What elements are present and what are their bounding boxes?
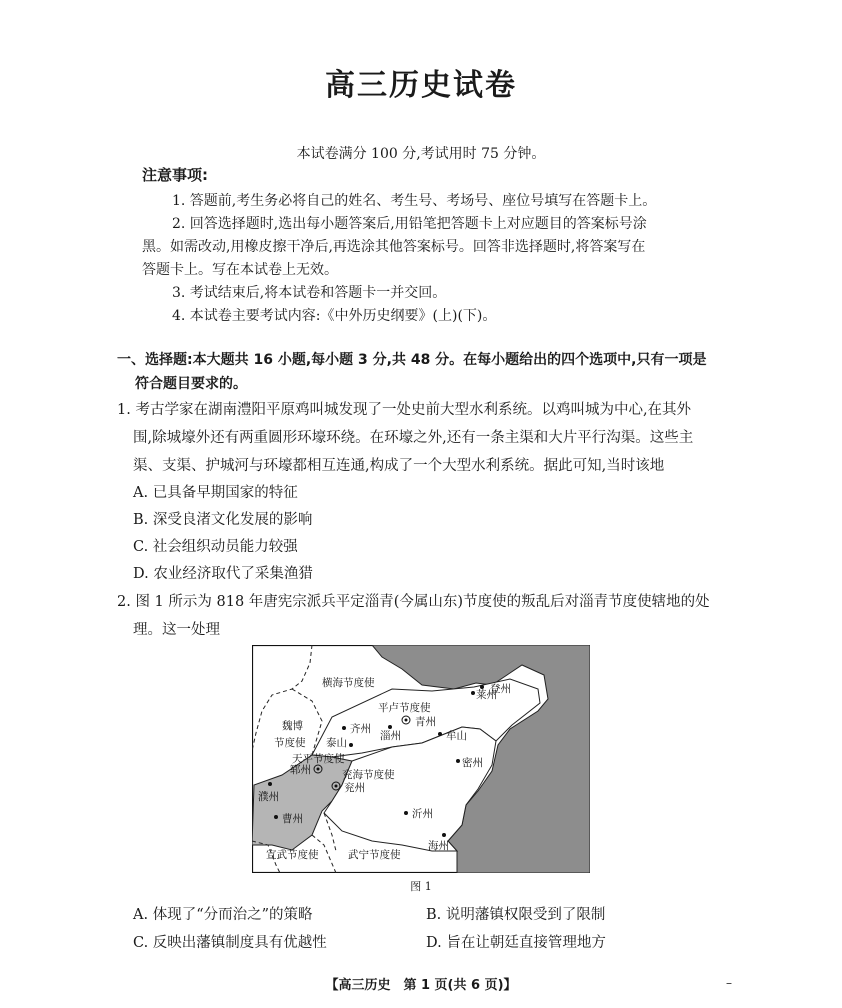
- section-heading: 一、选择题:本大题共 16 小题,每小题 3 分,共 48 分。在每小题给出的四个选项中,只有一项是: [117, 352, 707, 368]
- map-region-label: 平卢节度使: [378, 702, 431, 714]
- map-region-label: 兖海节度使: [342, 769, 395, 781]
- map-region-label: 节度使: [274, 737, 306, 749]
- notice-line: 3. 考试结束后,将本试卷和答题卡一并交回。: [172, 285, 447, 301]
- map-place-label: 齐州: [350, 723, 371, 735]
- map-place-label: 牟山: [446, 730, 467, 742]
- footer-mark: –: [726, 976, 732, 990]
- question-2-option-b[interactable]: B. 说明藩镇权限受到了限制: [426, 907, 606, 923]
- question-1-text: 渠、支渠、护城河与环壕都相互连通,构成了一个大型水利系统。据此可知,当时该地: [133, 458, 665, 474]
- question-1-option-b[interactable]: B. 深受良渚文化发展的影响: [133, 512, 313, 528]
- question-1-text: 1. 考古学家在湖南澧阳平原鸡叫城发现了一处史前大型水利系统。以鸡叫城为中心,在其外: [117, 402, 692, 418]
- notice-heading: 注意事项:: [142, 166, 208, 184]
- map-place-label: 青州: [415, 716, 436, 728]
- question-1-option-d[interactable]: D. 农业经济取代了采集渔猎: [133, 566, 313, 582]
- notice-line: 2. 回答选择题时,选出每小题答案后,用铅笔把答题卡上对应题目的答案标号涂: [172, 216, 647, 232]
- question-1-option-c[interactable]: C. 社会组织动员能力较强: [133, 539, 298, 555]
- map-place-label: 兖州: [344, 782, 365, 794]
- map-region-label: 武宁节度使: [348, 849, 401, 861]
- question-1-option-a[interactable]: A. 已具备早期国家的特征: [133, 485, 298, 501]
- map-region-label: 横海节度使: [322, 677, 375, 689]
- question-2-option-a[interactable]: A. 体现了“分而治之”的策略: [133, 907, 313, 923]
- question-2-option-d[interactable]: D. 旨在让朝廷直接管理地方: [426, 935, 606, 951]
- exam-info: 本试卷满分 100 分,考试用时 75 分钟。: [296, 146, 546, 162]
- map-place-label: 密州: [462, 757, 483, 769]
- question-2-text: 2. 图 1 所示为 818 年唐宪宗派兵平定淄青(今属山东)节度使的叛乱后对淄青节度使辖地的处: [117, 594, 710, 610]
- map-place-label: 沂州: [412, 808, 433, 820]
- map-place-label: 郓州: [290, 764, 311, 776]
- map-region-label: 宣武节度使: [266, 849, 319, 861]
- question-2-option-c[interactable]: C. 反映出藩镇制度具有优越性: [133, 935, 327, 951]
- page-footer: 【高三历史 第 1 页(共 6 页)】: [325, 978, 517, 993]
- notice-line: 1. 答题前,考生务必将自己的姓名、考生号、考场号、座位号填写在答题卡上。: [172, 193, 657, 209]
- notice-line: 黑。如需改动,用橡皮擦干净后,再选涂其他答案标号。回答非选择题时,将答案写在: [142, 239, 646, 255]
- notice-line: 答题卡上。写在本试卷上无效。: [142, 262, 338, 278]
- map-place-label: 登州: [490, 683, 511, 695]
- notice-line: 4. 本试卷主要考试内容:《中外历史纲要》(上)(下)。: [172, 308, 497, 324]
- map-place-label: 濮州: [258, 791, 279, 803]
- map-place-label: 海州: [428, 840, 449, 852]
- map-region-label: 魏博: [282, 720, 303, 732]
- map-place-label: 淄州: [380, 730, 401, 742]
- figure-caption: 图 1: [410, 880, 432, 893]
- map-place-label: 曹州: [282, 813, 303, 825]
- map-place-label: 莱州: [476, 689, 497, 701]
- question-1-text: 围,除城壕外还有两重圆形环壕环绕。在环壕之外,还有一条主渠和大片平行沟渠。这些主: [133, 430, 694, 446]
- figure-1-map: [252, 645, 590, 873]
- section-heading-cont: 符合题目要求的。: [135, 376, 247, 392]
- question-2-text: 理。这一处理: [133, 622, 220, 638]
- page-title: 高三历史试卷: [325, 68, 517, 103]
- map-region-label: 天平节度使: [292, 753, 345, 765]
- map-place-label: 泰山: [326, 737, 347, 749]
